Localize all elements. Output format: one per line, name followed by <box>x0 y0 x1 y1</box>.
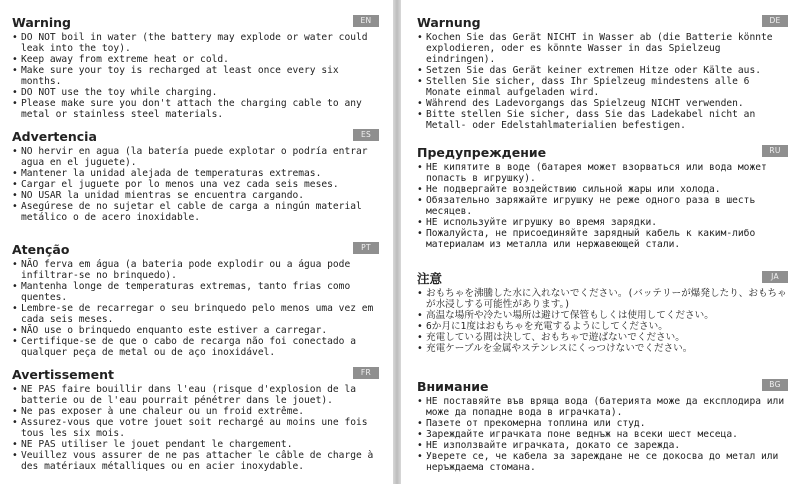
warning-section-fr <box>12 364 379 472</box>
list-item: • Make sure your toy is recharged at least once every six months. <box>12 65 379 87</box>
list-item: • НЕ используйте игрушку во время зарядки. <box>417 217 788 228</box>
section-title: Avertissement <box>12 367 115 382</box>
list-item: • Mantener la unidad alejada de temperaturas extremas. <box>12 168 379 179</box>
warning-section-ru <box>417 142 788 250</box>
warning-list <box>12 146 379 223</box>
warning-list <box>417 396 788 473</box>
list-item: • Пазете от прекомерна топлина или студ. <box>417 418 788 429</box>
list-item: • Asegúrese de no sujetar el cable de carga a ningún material metálico o de acero inoxidable. <box>12 201 379 223</box>
warning-section-ja <box>417 268 788 354</box>
list-item: • Setzen Sie das Gerät keiner extremen Hitze oder Kälte aus. <box>417 65 788 76</box>
list-item: • Stellen Sie sicher, dass Ihr Spielzeug mindestens alle 6 Monate einmal aufgeladen wird. <box>417 76 788 98</box>
section-title: Внимание <box>417 379 489 394</box>
language-badge: JA <box>762 271 788 283</box>
warning-section-de <box>417 12 788 131</box>
list-item: • Bitte stellen Sie sicher, dass Sie das Ladekabel nicht an Metall- oder Edelstahlmaterialien befestigen. <box>417 109 788 131</box>
list-item: • 6か月に1度はおもちゃを充電するようにしてください。 <box>417 321 788 332</box>
language-badge: FR <box>353 367 379 379</box>
list-item: • Veuillez vous assurer de ne pas attacher le câble de charge à des matériaux métalliques ou en acier inoxydable. <box>12 450 379 472</box>
list-item: • DO NOT boil in water (the battery may explode or water could leak into the toy). <box>12 32 379 54</box>
language-badge: BG <box>762 379 788 391</box>
list-item: • NO USAR la unidad mientras se encuentra cargando. <box>12 190 379 201</box>
language-badge: DE <box>762 15 788 27</box>
list-item: • DO NOT use the toy while charging. <box>12 87 379 98</box>
warning-section-bg <box>417 376 788 473</box>
list-item: • Уверете се, че кабела за зареждане не се докосва до метал или неръждаема стомана. <box>417 451 788 473</box>
section-heading <box>12 364 379 382</box>
list-item: • NE PAS faire bouillir dans l'eau (risque d'explosion de la batterie ou de l'eau pourrait pénétrer dans le jouet). <box>12 384 379 406</box>
section-title: 注意 <box>417 271 443 286</box>
language-badge: RU <box>762 145 788 157</box>
section-heading <box>12 12 379 30</box>
list-item: • Please make sure you don't attach the charging cable to any metal or stainless steel materials. <box>12 98 379 120</box>
section-heading <box>417 12 788 30</box>
warning-list <box>12 384 379 472</box>
list-item: • НЕ поставяйте във вряща вода (батерията може да експлодира или може да попадне вода в играчката). <box>417 396 788 418</box>
list-item: • Kochen Sie das Gerät NICHT in Wasser ab (die Batterie könnte explodieren, oder es könnte Wasser in das Spielzeug eindringen). <box>417 32 788 65</box>
warning-list <box>12 259 379 358</box>
list-item: • 高温な場所や冷たい場所は避けて保管もしくは使用してください。 <box>417 310 788 321</box>
list-item: • おもちゃを沸騰した水に入れないでください。(バッテリーが爆発したり、おもちゃが水浸しする可能性があります。) <box>417 288 788 310</box>
list-item: • Während des Ladevorgangs das Spielzeug NICHT verwenden. <box>417 98 788 109</box>
list-item: • Пожалуйста, не присоединяйте зарядный кабель к каким-либо материалам из металла или нержавеющей стали. <box>417 228 788 250</box>
section-heading <box>12 239 379 257</box>
warning-section-en <box>12 12 379 120</box>
section-title: Warnung <box>417 15 481 30</box>
section-heading <box>417 376 788 394</box>
list-item: • 充電している間は決して、おもちゃで遊ばないでください。 <box>417 332 788 343</box>
list-item: • Обязательно заряжайте игрушку не реже одного раза в шесть месяцев. <box>417 195 788 217</box>
section-heading <box>417 142 788 160</box>
page-gutter <box>393 0 401 484</box>
list-item: • Cargar el juguete por lo menos una vez cada seis meses. <box>12 179 379 190</box>
section-title: Atenção <box>12 242 70 257</box>
list-item: • Не подвергайте воздействию сильной жары или холода. <box>417 184 788 195</box>
warning-list <box>12 32 379 120</box>
section-heading <box>417 268 788 286</box>
list-item: • Зареждайте играчката поне веднъж на всеки шест месеца. <box>417 429 788 440</box>
list-item: • Mantenha longe de temperaturas extremas, tanto frias como quentes. <box>12 281 379 303</box>
section-heading <box>12 126 379 144</box>
list-item: • Keep away from extreme heat or cold. <box>12 54 379 65</box>
list-item: • NÃO ferva em água (a bateria pode explodir ou a água pode infiltrar-se no brinquedo). <box>12 259 379 281</box>
list-item: • НЕ кипятите в воде (батарея может взорваться или вода может попасть в игрушку). <box>417 162 788 184</box>
list-item: • Ne pas exposer à une chaleur ou un froid extrême. <box>12 406 379 417</box>
language-badge: EN <box>353 15 379 27</box>
list-item: • 充電ケーブルを金属やステンレスにくっつけないでください。 <box>417 343 788 354</box>
section-title: Предупреждение <box>417 145 547 160</box>
left-page <box>0 0 393 484</box>
right-page <box>401 0 800 484</box>
warning-list <box>417 32 788 131</box>
list-item: • Certifique-se de que o cabo de recarga não foi conectado a qualquer peça de metal ou de aço inoxidável. <box>12 336 379 358</box>
section-title: Warning <box>12 15 71 30</box>
warning-section-es <box>12 126 379 223</box>
list-item: • NÃO use o brinquedo enquanto este estiver a carregar. <box>12 325 379 336</box>
list-item: • Assurez-vous que votre jouet soit rechargé au moins une fois tous les six mois. <box>12 417 379 439</box>
list-item: • Lembre-se de recarregar o seu brinquedo pelo menos uma vez em cada seis meses. <box>12 303 379 325</box>
warning-list <box>417 162 788 250</box>
language-badge: ES <box>353 129 379 141</box>
language-badge: PT <box>353 242 379 254</box>
section-title: Advertencia <box>12 129 97 144</box>
list-item: • NO hervir en agua (la batería puede explotar o podría entrar agua en el juguete). <box>12 146 379 168</box>
warning-section-pt <box>12 239 379 358</box>
list-item: • NE PAS utiliser le jouet pendant le chargement. <box>12 439 379 450</box>
list-item: • НЕ използвайте играчката, докато се зарежда. <box>417 440 788 451</box>
warning-list <box>417 288 788 354</box>
